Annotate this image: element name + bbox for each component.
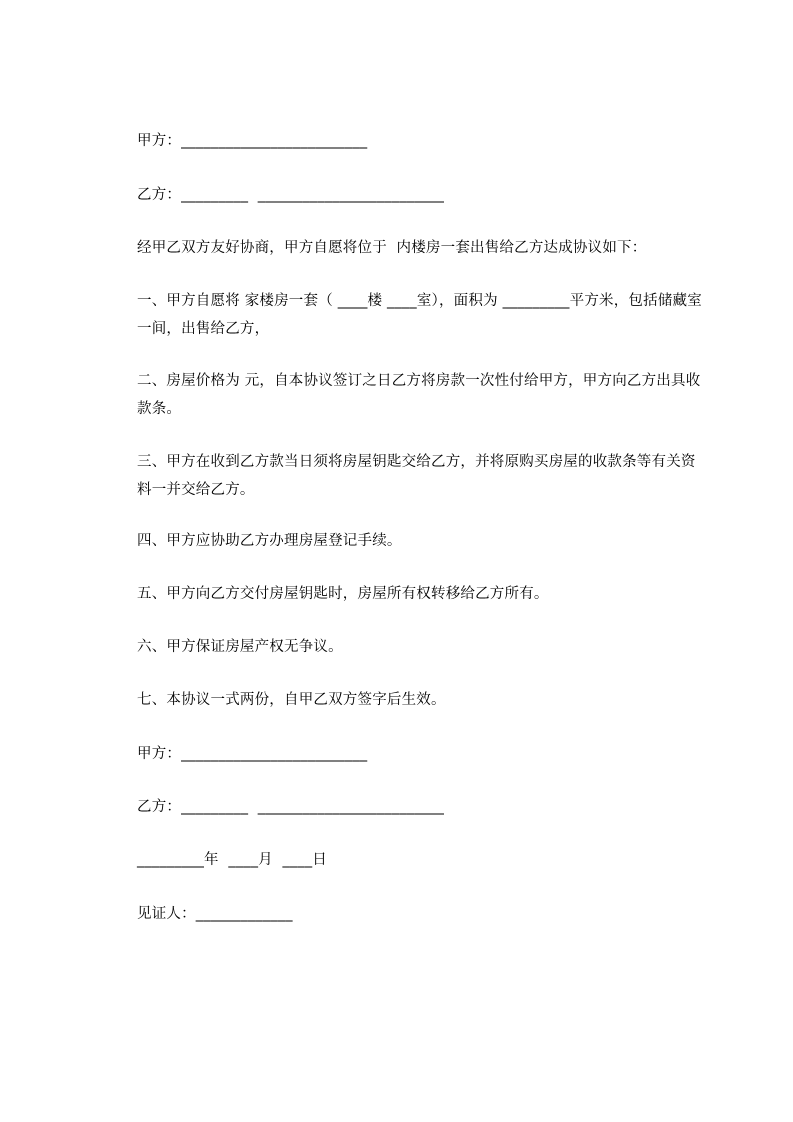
signature-party-b: 乙方：_________ _________________________ — [137, 799, 445, 815]
clause-5: 五、甲方向乙方交付房屋钥匙时，房屋所有权转移给乙方所有。 — [137, 586, 549, 602]
clause-7: 七、本协议一式两份，自甲乙双方签字后生效。 — [137, 692, 446, 708]
party-b-line: 乙方：_________ _________________________ — [137, 187, 445, 203]
intro-paragraph: 经甲乙双方友好协商，甲方自愿将位于 内楼房一套出售给乙方达成协议如下： — [137, 240, 647, 256]
clause-1: 一、甲方自愿将 家楼房一套（ ____楼 ____室），面积为 _________平方米，包括储藏室一间，出售给乙方， — [137, 293, 702, 337]
signature-party-a: 甲方：_________________________ — [137, 746, 368, 762]
date-line: _________年 ____月 ____日 — [137, 852, 327, 868]
party-a-line: 甲方：_________________________ — [137, 133, 368, 149]
witness-line: 见证人：_____________ — [137, 906, 293, 922]
clause-3: 三、甲方在收到乙方款当日须将房屋钥匙交给乙方，并将原购买房屋的收款条等有关资料一并交给乙方。 — [137, 454, 696, 498]
clause-2: 二、房屋价格为 元，自本协议签订之日乙方将房款一次性付给甲方，甲方向乙方出具收款条。 — [137, 373, 701, 417]
clause-4: 四、甲方应协助乙方办理房屋登记手续。 — [137, 533, 402, 549]
clause-6: 六、甲方保证房屋产权无争议。 — [137, 639, 343, 655]
